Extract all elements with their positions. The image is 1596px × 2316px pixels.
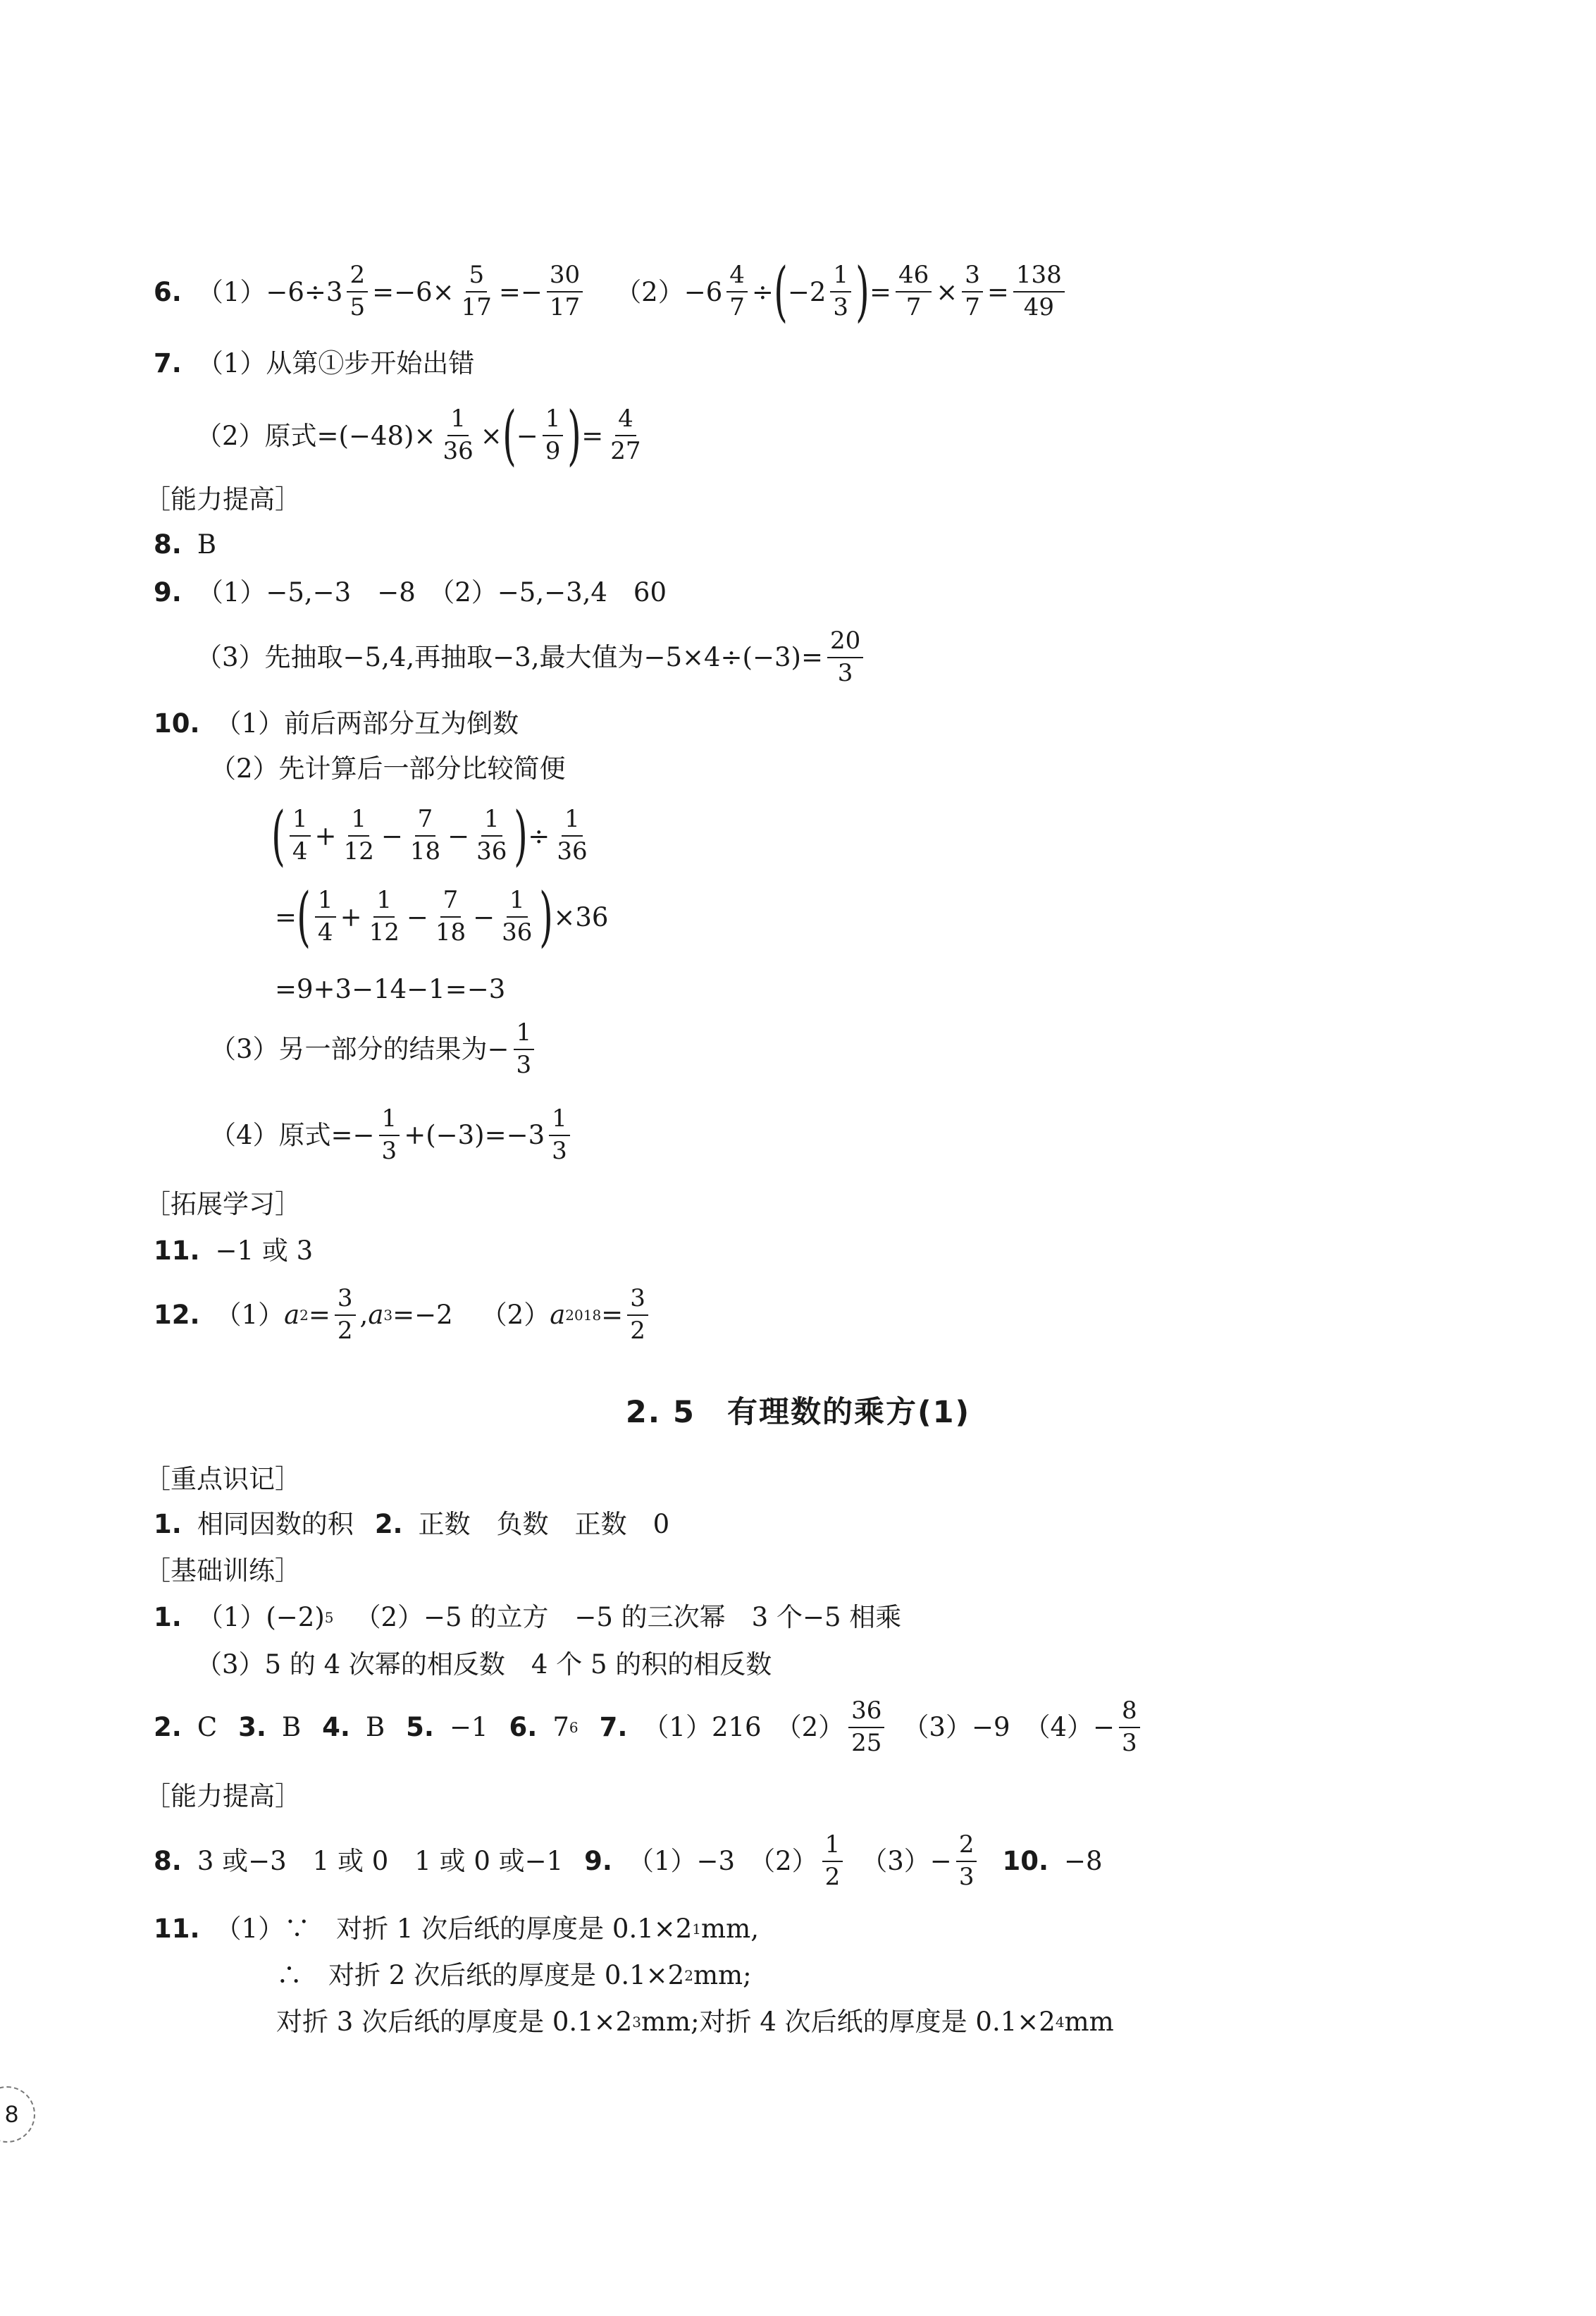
section-title: 2. 5 有理数的乘方(1): [625, 1395, 971, 1430]
fraction: $\frac{1}{36}$: [476, 805, 507, 866]
fraction: $\frac{2}{3}$: [956, 1833, 977, 1890]
fraction: $\frac{1}{3}$: [514, 1021, 535, 1078]
fraction: $\frac{3}{2}$: [335, 1286, 356, 1343]
fraction: $\frac{1}{12}$: [343, 805, 374, 866]
page-number: 8: [0, 2086, 35, 2143]
fraction: $\frac{30}{17}$: [547, 263, 583, 320]
ability11-line3: 对折 3 次后纸的厚度是 0.1×2 3 mm;对折 4 次后纸的厚度是 0.1×2 4 mm: [276, 2007, 1114, 2037]
fraction: $\frac{7}{18}$: [409, 805, 441, 866]
fraction: $\frac{1}{9}$: [543, 407, 564, 464]
q7-line2: （2）原式=(−48)× $\frac{1}{36}$ × ( − $\frac{1}{9}$ ) = $\frac{4}{27}$: [196, 403, 648, 468]
q8-line: 8. B: [154, 529, 217, 560]
heading-expand: ［拓展学习］: [144, 1189, 301, 1219]
fraction: $\frac{1}{3}$: [830, 263, 851, 320]
q7-line1: 7. （1）从第①步开始出错: [154, 348, 475, 378]
fraction: $\frac{7}{18}$: [435, 886, 466, 947]
ability8-line: 8. 3 或−3 1 或 0 1 或 0 或−1 9. （1）−3 （2） $\frac{1}{2}$ （3）− $\frac{2}{3}$ 10. −8: [154, 1830, 1103, 1891]
fraction: $\frac{8}{3}$: [1119, 1699, 1140, 1756]
fraction: $\frac{3}{2}$: [627, 1286, 648, 1343]
q10-line1: 10. （1）前后两部分互为倒数: [154, 708, 519, 739]
heading-key-points: ［重点识记］: [144, 1464, 301, 1494]
fraction: $\frac{1}{12}$: [369, 886, 400, 947]
q6-part1-label: （1）: [197, 276, 266, 307]
fraction: $\frac{1}{4}$: [315, 888, 336, 945]
q12-line: 12. （1） a 2 = $\frac{3}{2}$ , a 3 =−2 （2） a 2018 = $\frac{3}{2}$: [154, 1286, 652, 1343]
ability11-line2: ∴ 对折 2 次后纸的厚度是 0.1×2 2 mm;: [276, 1960, 752, 1990]
fraction: $\frac{5}{17}$: [461, 261, 492, 321]
fraction: $\frac{36}{25}$: [848, 1699, 884, 1756]
heading-basic: ［基础训练］: [144, 1556, 301, 1586]
q6-number: 6.: [154, 276, 182, 307]
fraction: $\frac{1}{36}$: [502, 886, 533, 947]
q10-line7: （4）原式=− $\frac{1}{3}$ +(−3)=−3 $\frac{1}{3}$: [210, 1107, 574, 1164]
q6-line: 6. （1） −6÷3 $\frac{2}{5}$ =−6× $\frac{5}{17}$ =− $\frac{30}{17}$ （2） −6 $\frac{4}{7}$ ÷ ( −2 $\frac{1}{3}$ ) = $\frac{46}{7}$ × $\frac{3}{7}$ = $\frac{138}{49}$: [154, 259, 1069, 324]
fraction: $\frac{138}{49}$: [1013, 263, 1065, 320]
fraction: $\frac{46}{7}$: [896, 263, 932, 320]
fraction: $\frac{20}{3}$: [827, 629, 863, 686]
fraction: $\frac{1}{3}$: [549, 1107, 570, 1164]
q11-line: 11. −1 或 3: [154, 1236, 314, 1266]
q10-line5: =9+3−14−1=−3: [275, 974, 506, 1004]
basic1-line2: （3）5 的 4 次幂的相反数 4 个 5 的积的相反数: [196, 1649, 772, 1680]
key-line: 1. 相同因数的积 2. 正数 负数 正数 0: [154, 1509, 670, 1539]
basic1-line1: 1. （1）(−2) 5 （2）−5 的立方 −5 的三次幂 3 个−5 相乘: [154, 1602, 902, 1632]
fraction: $\frac{3}{7}$: [962, 263, 983, 320]
fraction: $\frac{4}{7}$: [726, 263, 748, 320]
q9-line1: 9. （1）−5,−3 −8 （2）−5,−3,4 60: [154, 577, 667, 608]
q6-expr: −6÷3: [266, 276, 343, 307]
q6-part2-label: （2）: [615, 276, 684, 307]
fraction: $\frac{1}{4}$: [290, 807, 311, 864]
heading-ability-2: ［能力提高］: [144, 1781, 301, 1811]
ability11-line1: 11. （1）∵ 对折 1 次后纸的厚度是 0.1×2 1 mm,: [154, 1914, 759, 1944]
q10-line6: （3）另一部分的结果为− $\frac{1}{3}$: [210, 1021, 538, 1078]
basic2-line: 2. C 3. B 4. B 5. −1 6. 7 6 7. （1）216 （2） $\frac{36}{25}$ （3）−9 （4）− $\frac{8}{3}$: [154, 1699, 1144, 1756]
q9-line2: （3）先抽取−5,4,再抽取−3,最大值为−5×4÷(−3)= $\frac{20}{3}$: [196, 629, 867, 686]
q10-line2: （2）先计算后一部分比较简便: [210, 753, 566, 784]
fraction: $\frac{4}{27}$: [610, 405, 641, 465]
fraction: $\frac{2}{5}$: [347, 263, 368, 320]
q10-line4: = ( $\frac{1}{4}$ + $\frac{1}{12}$ − $\frac{7}{18}$ − $\frac{1}{36}$ ) ×36: [275, 879, 609, 954]
fraction: $\frac{1}{2}$: [822, 1833, 843, 1890]
fraction: $\frac{1}{36}$: [443, 405, 474, 465]
fraction: $\frac{1}{36}$: [557, 805, 588, 866]
q10-line3: ( $\frac{1}{4}$ + $\frac{1}{12}$ − $\frac{7}{18}$ − $\frac{1}{36}$ ) ÷ $\frac{1}{36}$: [271, 803, 595, 868]
heading-ability: ［能力提高］: [144, 484, 301, 515]
q7-number: 7.: [154, 348, 182, 378]
fraction: $\frac{1}{3}$: [379, 1107, 400, 1164]
